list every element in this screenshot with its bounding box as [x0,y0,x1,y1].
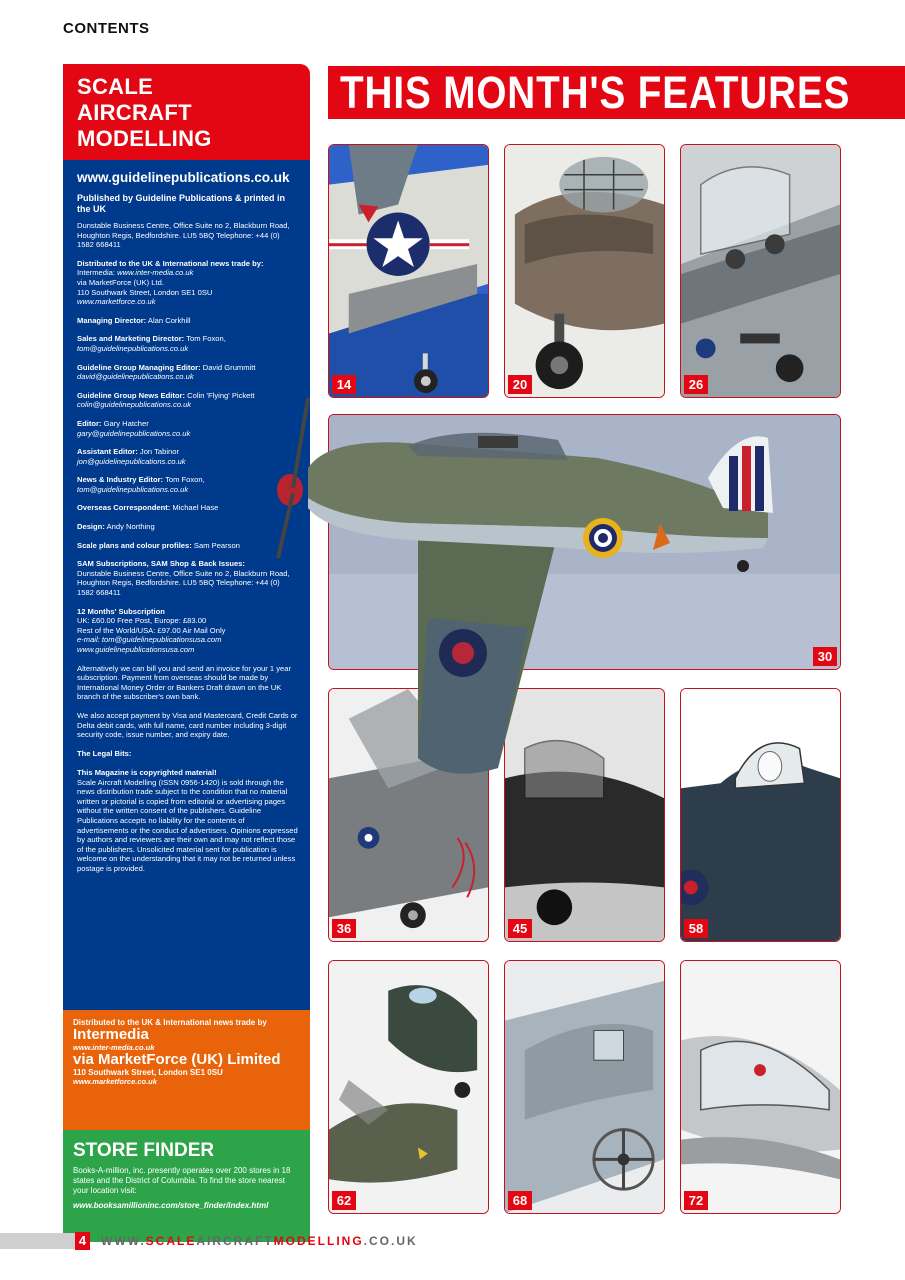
staff-entry: Guideline Group Managing Editor: David Grummitt david@guidelinepublications.co.uk [77,362,256,382]
distribution-box [63,1010,310,1130]
feature-tile-68[interactable] [504,960,665,1214]
page-number-badge: 36 [332,919,356,938]
marketforce-name: via MarketForce (UK) Limited [73,1051,281,1068]
distribution-info: Distributed to the UK & International news trade by: Intermedia: www.inter-media.co.uk via MarketForce (UK) Ltd. 110 Southwark Street, London SE1 0SU www.marketforce.co.uk [77,258,264,307]
staff-entry: Design: Andy Northing [77,522,155,532]
subscription-rates: 12 Months' Subscription UK: £60.00 Free Post, Europe: £83.00 Rest of the World/USA: £97.00 Air Mail Only e-mail: tom@guidelinepublicationsusa.com www.guidelinepublicationsusa.com [77,606,226,654]
feature-tile-26[interactable] [680,144,841,398]
staff-entry: Overseas Correspondent: Michael Hase [77,503,219,513]
staff-entry: Guideline Group News Editor: Colin 'Flying' Pickett colin@guidelinepublications.co.uk [77,390,255,410]
logo-line-3: MODELLING [77,126,212,151]
staff-entry: Editor: Gary Hatcher gary@guidelinepublications.co.uk [77,418,191,438]
staff-entry: News & Industry Editor: Tom Foxon, tom@guidelinepublications.co.uk [77,475,205,494]
store-finder-box [63,1130,310,1242]
feature-photo [329,145,488,397]
subscriptions-info: SAM Subscriptions, SAM Shop & Back Issues: Dunstable Business Centre, Office Suite no 2, Blackburn Road, Houghton Regis, Bedfordshire. LU5 5BQ Telephone: +44 (0) 1582 668411 [77,559,290,598]
legal-info: The Legal Bits: This Magazine is copyrighted material! Scale Aircraft Modelling (ISSN 0956-1420) is sold through the news distribution trade subject to the condition that no material written or pictorial is copied from editorial or advertising pages without the written consent of the publishers. Guideline Publications accepts no liability for the contents of advertisements or the conduct of advertisers. Opinions expressed by authors and reviewers are their own and may not reflect those of the publishers. Unsolicited material sent for publication is welcome on the understanding that it may not be returned unless postage is provided. [77,748,298,873]
page-number-badge: 62 [332,1191,356,1210]
intermedia-name: Intermedia [73,1026,149,1043]
feature-tile-20[interactable] [504,144,665,398]
intermedia-url[interactable]: www.inter-media.co.uk [73,1043,155,1052]
page-number-badge: 68 [508,1191,532,1210]
marketforce-address: 110 Southwark Street, London SE1 0SU [73,1068,223,1077]
store-finder-text: Books-A-million, inc. presently operates over 200 stores in 18 states and the District of Columbia. To find the store nearest your location visit: [73,1166,291,1195]
distribution-label: Distributed to the UK & International news trade by [73,1018,267,1027]
logo-line-1: SCALE [77,74,154,99]
page-number-badge: 45 [508,919,532,938]
feature-photo [505,961,664,1213]
featured-aircraft-cutout [268,398,788,778]
staff-entry: Managing Director: Alan Corkhill [77,315,191,325]
page-number-badge: 72 [684,1191,708,1210]
feature-photo [329,961,488,1213]
published-by: Published by Guideline Publications & printed in the UK [77,193,286,214]
footer-page-number: 4 [75,1232,90,1250]
feature-tile-62[interactable] [328,960,489,1214]
page-number-badge: 14 [332,375,356,394]
feature-photo [681,145,840,397]
feature-photo [681,961,840,1213]
invoice-info: Alternatively we can bill you and send an invoice for your 1 year subscription. Payment from overseas should be made by International Money Order or Bankers Draft drawn on the UK branch of the subscriber's own bank. [77,663,292,702]
store-finder-url[interactable]: www.booksamillioninc.com/store_finder/index.html [73,1201,269,1210]
footer-url[interactable]: WWW.SCALEAIRCRAFTMODELLING.CO.UK [101,1234,418,1248]
features-headline [328,66,905,119]
page-number-badge: 30 [813,647,837,666]
feature-photo [505,145,664,397]
publisher-url[interactable]: www.guidelinepublications.co.uk [77,170,290,185]
publisher-address: Dunstable Business Centre, Office Suite no 2, Blackburn Road, Houghton Regis, Bedfordshire. LU5 5BQ Telephone: +44 (0) 1582 668411 [77,221,290,250]
page-number-badge: 58 [684,919,708,938]
page-number-badge: 26 [684,375,708,394]
store-finder-heading: STORE FINDER [73,1140,215,1161]
staff-entry: Assistant Editor: Jon Tabinor jon@guidelinepublications.co.uk [77,447,186,466]
logo-line-2: AIRCRAFT [77,100,192,125]
magazine-logo [63,64,310,160]
page-number-badge: 20 [508,375,532,394]
section-label: CONTENTS [63,20,150,37]
marketforce-url[interactable]: www.marketforce.co.uk [73,1077,157,1086]
feature-tile-72[interactable] [680,960,841,1214]
feature-tile-14[interactable] [328,144,489,398]
headline-text: THIS MONTH'S FEATURES [340,67,851,118]
staff-entry: Sales and Marketing Director: Tom Foxon, tom@guidelinepublications.co.uk [77,334,226,353]
staff-entry: Scale plans and colour profiles: Sam Pearson [77,540,240,550]
payment-info: We also accept payment by Visa and Mastercard, Credit Cards or Delta debit cards, with full name, card number including 3-digit security code, issue number, and expiry date. [77,710,298,740]
